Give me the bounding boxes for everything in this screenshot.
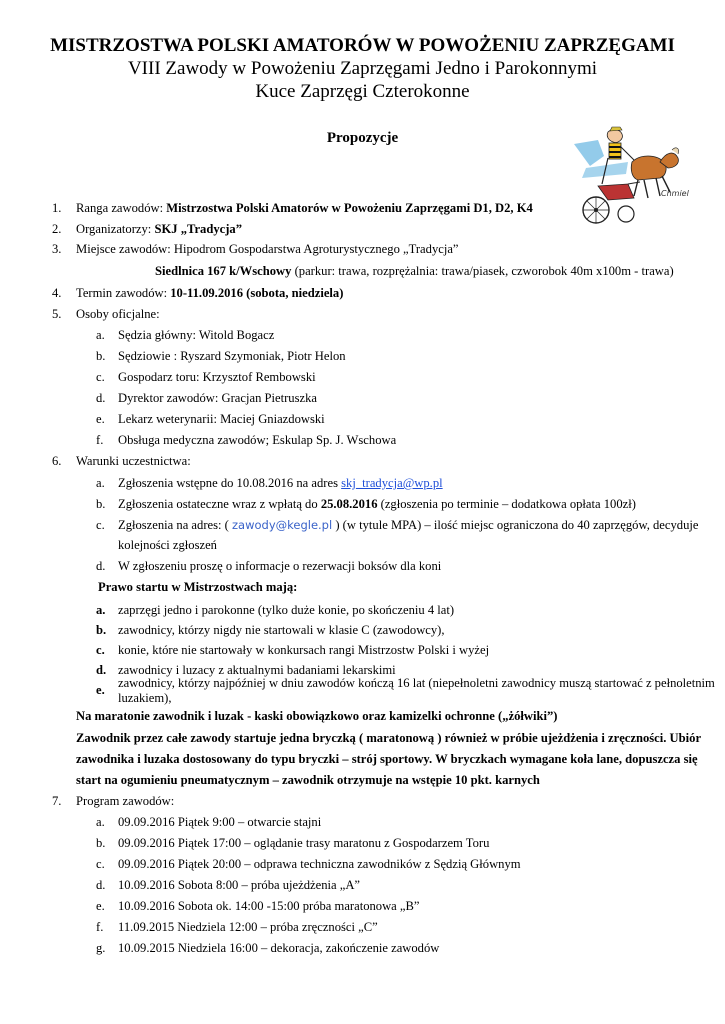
sub-letter: b. — [96, 349, 106, 363]
program-item: 09.09.2016 Piątek 20:00 – odprawa techniczna zawodników z Sędzią Głównym — [118, 857, 521, 871]
sub-letter: d. — [96, 559, 106, 573]
item-label: Termin zawodów: — [76, 286, 171, 300]
sub-letter: c. — [96, 370, 105, 384]
item-number: 3. — [52, 242, 62, 256]
condition-preliminary — [118, 476, 443, 491]
item-number: 4. — [52, 286, 62, 300]
item-value: 10-11.09.2016 (sobota, niedziela) — [170, 286, 344, 300]
condition-text: Zgłoszenia wstępne do 10.08.2016 na adres — [118, 476, 342, 490]
condition-address — [118, 518, 698, 533]
item-number: 5. — [52, 307, 62, 321]
item-value: SKJ „Tradycja” — [154, 222, 243, 236]
condition-final — [118, 497, 636, 512]
section-heading: Propozycje — [326, 130, 399, 146]
program-item: 10.09.2015 Niedziela 16:00 – dekoracja, zakończenie zawodów — [118, 941, 440, 955]
list-item-officials: Osoby oficjalne: — [76, 307, 160, 321]
program-item: 10.09.2016 Sobota 8:00 – próba ujeżdżenia „A” — [118, 878, 361, 892]
right-item: konie, które nie startowały w konkursach rangi Mistrzostw Polski i wyżej — [118, 643, 490, 657]
sub-letter: f. — [96, 433, 104, 447]
list-item-venue: Miejsce zawodów: Hipodrom Gospodarstwa Agroturystycznego „Tradycja” — [76, 242, 459, 256]
sub-letter: c. — [96, 643, 105, 657]
program-item: 09.09.2016 Piątek 17:00 – oglądanie trasy maratonu z Gospodarzem Toru — [118, 836, 490, 850]
program-item: 11.09.2015 Niedziela 12:00 – próba zręczności „C” — [118, 920, 378, 934]
right-item-continued: luzakiem), — [118, 691, 172, 705]
sub-letter: f. — [96, 920, 104, 934]
safety-note: Na maratonie zawodnik i luzak - kaski obowiązkowo oraz kamizelki ochronne („żółwiki”) — [76, 709, 558, 723]
condition-stables: W zgłoszeniu proszę o informacje o rezerwacji boksów dla koni — [118, 559, 442, 573]
item-number: 1. — [52, 201, 62, 215]
sub-letter: a. — [96, 603, 106, 617]
document-subtitle-2: Kuce Zaprzęgi Czterokonne — [255, 81, 470, 102]
rules-note-line: zawodnika i luzaka dostosowany do typu bryczki – strój sportowy. W bryczkach wymagane koła lane, dopuszcza się — [76, 752, 698, 766]
official-item: Sędziowie : Ryszard Szymoniak, Piotr Helon — [118, 349, 346, 363]
sub-letter: a. — [96, 328, 105, 342]
sub-letter: d. — [96, 878, 106, 892]
sub-letter: e. — [96, 412, 105, 426]
venue-address — [155, 264, 674, 279]
official-item: Lekarz weterynarii: Maciej Gniazdowski — [118, 412, 325, 426]
program-item: 09.09.2016 Piątek 9:00 – otwarcie stajni — [118, 815, 322, 829]
sub-letter: b. — [96, 836, 106, 850]
list-item-dates — [76, 286, 343, 301]
email-link[interactable]: zawody@kegle.pl — [232, 518, 333, 532]
sub-letter: d. — [96, 391, 106, 405]
sub-letter: c. — [96, 518, 105, 532]
rules-note-line: Zawodnik przez całe zawody startuje jedna bryczką ( maratonową ) również w próbie ujeżdżenia i zręczności. Ubiór — [76, 731, 702, 745]
official-item: Obsługa medyczna zawodów; Eskulap Sp. J. Wschowa — [118, 433, 397, 447]
official-item: Dyrektor zawodów: Gracjan Pietruszka — [118, 391, 317, 405]
carriage-illustration — [568, 126, 683, 228]
sub-letter: e. — [96, 899, 105, 913]
item-label: Ranga zawodów: — [76, 201, 167, 215]
sub-letter: a. — [96, 815, 105, 829]
document-subtitle-1: VIII Zawody w Powożeniu Zaprzęgami Jedno i Parokonnymi — [127, 58, 598, 79]
venue-details: (parkur: trawa, rozprężalnia: trawa/piasek, czworobok 40m x100m - trawa) — [291, 264, 674, 278]
sub-letter: b. — [96, 623, 107, 637]
list-item-rank — [76, 201, 533, 216]
item-label: Organizatorzy: — [76, 222, 155, 236]
sub-letter: d. — [96, 663, 107, 677]
official-item: Sędzia główny: Witold Bogacz — [118, 328, 275, 342]
rules-note-line: start na ogumieniu pneumatycznym – zawodnik otrzymuje na wstępie 10 pkt. karnych — [76, 773, 540, 787]
condition-text: ) (w tytule MPA) – ilość miejsc ograniczona do 40 zaprzęgów, decyduje — [332, 518, 699, 532]
sub-letter: a. — [96, 476, 105, 490]
email-link[interactable]: skj_tradycja@wp.pl — [341, 476, 443, 490]
list-item-organizers — [76, 222, 242, 237]
deadline-date: 25.08.2016 — [320, 497, 378, 511]
item-value: Mistrzostwa Polski Amatorów w Powożeniu Zaprzęgami D1, D2, K4 — [166, 201, 533, 215]
condition-text: Zgłoszenia na adres: ( — [118, 518, 232, 532]
list-item-conditions: Warunki uczestnictwa: — [76, 454, 191, 468]
item-number: 7. — [52, 794, 62, 808]
right-item: zawodnicy, którzy nigdy nie startowali w klasie C (zawodowcy), — [118, 623, 445, 637]
sub-letter: e. — [96, 683, 105, 697]
program-item: 10.09.2016 Sobota ok. 14:00 -15:00 próba maratonowa „B” — [118, 899, 420, 913]
list-item-program: Program zawodów: — [76, 794, 175, 808]
right-item: zaprzęgi jedno i parokonne (tylko duże konie, po skończeniu 4 lat) — [118, 603, 455, 617]
sub-letter: b. — [96, 497, 106, 511]
official-item: Gospodarz toru: Krzysztof Rembowski — [118, 370, 316, 384]
condition-text: kolejności zgłoszeń — [118, 538, 217, 552]
item-number: 6. — [52, 454, 62, 468]
condition-text: (zgłoszenia po terminie – dodatkowa opłata 100zł) — [377, 497, 636, 511]
right-item: zawodnicy i luzacy z aktualnymi badaniami lekarskimi — [118, 663, 396, 677]
illustration-signature: Chmiel — [661, 189, 689, 198]
document-title: MISTRZOSTWA POLSKI AMATORÓW W POWOŻENIU ZAPRZĘGAMI — [50, 35, 675, 56]
rights-title: Prawo startu w Mistrzostwach mają: — [98, 580, 298, 594]
venue-place: Siedlnica 167 k/Wschowy — [155, 264, 292, 278]
item-number: 2. — [52, 222, 62, 236]
condition-text: Zgłoszenia ostateczne wraz z wpłatą do — [118, 497, 321, 511]
sub-letter: g. — [96, 941, 106, 955]
sub-letter: c. — [96, 857, 105, 871]
right-item: zawodnicy, którzy najpóźniej w dniu zawodów kończą 16 lat (niepełnoletni zawodnicy muszą startować z pełnoletnim — [118, 676, 715, 690]
